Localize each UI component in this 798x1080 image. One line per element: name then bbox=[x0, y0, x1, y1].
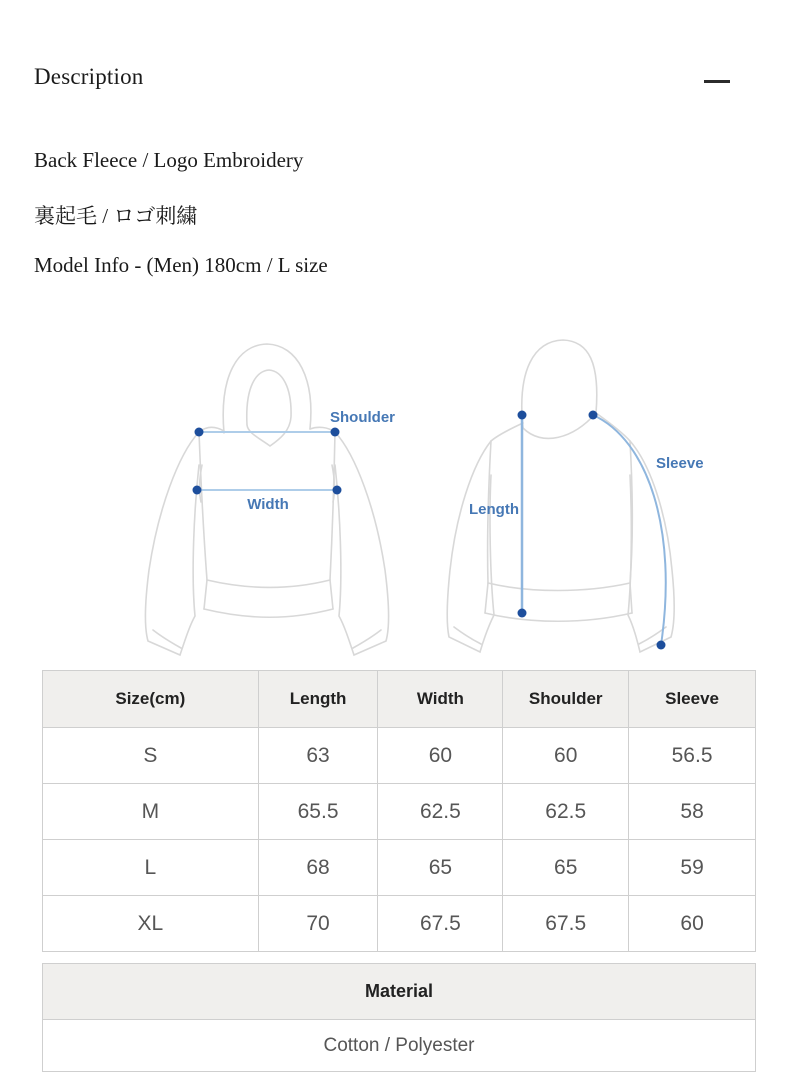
product-feature-text-jp: 裏起毛 / ロゴ刺繍 bbox=[34, 204, 198, 228]
back-hoodie-diagram bbox=[430, 335, 730, 665]
model-info-text: Model Info - (Men) 180cm / L size bbox=[34, 253, 328, 277]
size-row-m bbox=[43, 784, 756, 840]
width-cell: 60 bbox=[378, 728, 503, 784]
size-table-header-row bbox=[43, 671, 756, 728]
size-cell: XL bbox=[43, 896, 259, 952]
minus-icon bbox=[704, 80, 730, 83]
length-dot-top bbox=[518, 411, 527, 420]
front-measure-lines bbox=[197, 432, 337, 490]
length-cell: 65.5 bbox=[258, 784, 378, 840]
size-row-xl bbox=[43, 896, 756, 952]
back-measure-dots bbox=[518, 411, 666, 650]
width-dot-right bbox=[333, 486, 342, 495]
back-measure-lines bbox=[522, 415, 666, 645]
sleeve-cell: 58 bbox=[629, 784, 756, 840]
width-cell: 62.5 bbox=[378, 784, 503, 840]
shoulder-cell: 62.5 bbox=[503, 784, 629, 840]
back-measure-labels bbox=[469, 455, 704, 518]
width-cell: 67.5 bbox=[378, 896, 503, 952]
shoulder-dot-left bbox=[195, 428, 204, 437]
product-feature-text: Back Fleece / Logo Embroidery bbox=[34, 148, 304, 172]
description-accordion-header[interactable] bbox=[34, 64, 754, 98]
shoulder-cell: 60 bbox=[503, 728, 629, 784]
sleeve-dot-top bbox=[589, 411, 598, 420]
back-hoodie-outline bbox=[447, 340, 674, 652]
collapse-section-button[interactable] bbox=[697, 72, 737, 92]
sleeve-cell: 60 bbox=[629, 896, 756, 952]
size-chart-table bbox=[42, 670, 756, 952]
sleeve-label: Sleeve bbox=[656, 455, 704, 472]
size-row-s bbox=[43, 728, 756, 784]
front-measure-labels bbox=[247, 409, 395, 513]
width-dot-left bbox=[193, 486, 202, 495]
front-hoodie-diagram bbox=[120, 335, 425, 665]
column-header-length: Length bbox=[258, 671, 378, 728]
material-value: Cotton / Polyester bbox=[43, 1020, 755, 1071]
sleeve-measure-line bbox=[593, 415, 666, 645]
material-table bbox=[42, 963, 756, 1072]
material-header: Material bbox=[43, 964, 755, 1020]
description-section-title: Description bbox=[34, 64, 144, 89]
length-label: Length bbox=[469, 501, 519, 518]
width-cell: 65 bbox=[378, 840, 503, 896]
length-cell: 68 bbox=[258, 840, 378, 896]
column-header-size: Size(cm) bbox=[43, 671, 259, 728]
sleeve-cell: 59 bbox=[629, 840, 756, 896]
size-cell: M bbox=[43, 784, 259, 840]
column-header-shoulder: Shoulder bbox=[503, 671, 629, 728]
shoulder-dot-right bbox=[331, 428, 340, 437]
length-cell: 70 bbox=[258, 896, 378, 952]
shoulder-label: Shoulder bbox=[330, 409, 396, 426]
sleeve-cell: 56.5 bbox=[629, 728, 756, 784]
shoulder-cell: 65 bbox=[503, 840, 629, 896]
length-dot-bottom bbox=[518, 609, 527, 618]
length-cell: 63 bbox=[258, 728, 378, 784]
size-guide-diagram bbox=[0, 335, 798, 665]
width-label: Width bbox=[247, 496, 289, 513]
size-cell: L bbox=[43, 840, 259, 896]
column-header-width: Width bbox=[378, 671, 503, 728]
front-measure-dots bbox=[193, 428, 342, 495]
shoulder-cell: 67.5 bbox=[503, 896, 629, 952]
sleeve-dot-bottom bbox=[657, 641, 666, 650]
size-cell: S bbox=[43, 728, 259, 784]
size-row-l bbox=[43, 840, 756, 896]
column-header-sleeve: Sleeve bbox=[629, 671, 756, 728]
